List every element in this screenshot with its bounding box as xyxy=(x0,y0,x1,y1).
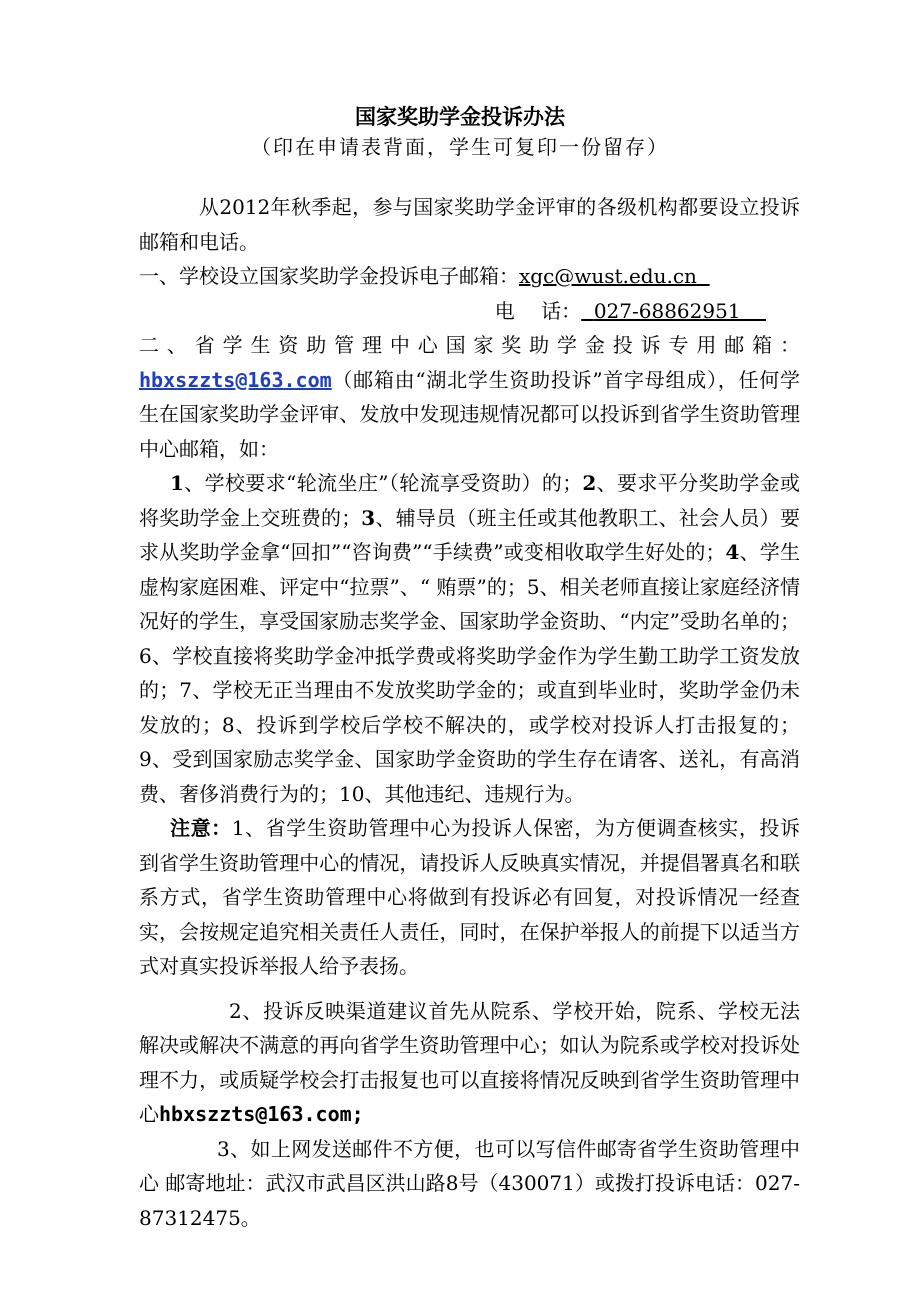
note-1 xyxy=(139,811,800,984)
item-text: 、学校要求“轮流坐庄”（轮流享受资助）的； xyxy=(183,471,583,495)
note-2-email[interactable]: hbxszzts@163.com; xyxy=(159,1102,364,1126)
school-phone: 027-68862951 xyxy=(593,298,741,323)
item-number: 6 xyxy=(139,643,152,668)
item-text: 、要求平分奖助学金或将奖助学金上交班费的； xyxy=(139,471,801,530)
item-text: 、学校无正当理由不发放奖助学金的；或直到毕业时，奖助学金仍未发放的； xyxy=(139,678,801,737)
province-email-link[interactable]: hbxszzts@163.com xyxy=(139,367,332,392)
notes-label: 注意： xyxy=(170,816,232,840)
item-text: 、相关老师直接让家庭经济情况好的学生，享受国家励志奖学金、国家助学金资助、“内定”受助名单的； xyxy=(139,574,801,633)
phone-label: 电 话： xyxy=(494,298,582,323)
item-number: 10 xyxy=(339,781,365,806)
note-2-text: 2、投诉反映渠道建议首先从院系、学校开始，院系、学校无法解决或解决不满意的再向省学生资助管理中心；如认为院系或学校对投诉处理不力，或质疑学校会打击报复也可以直接将情况反映到省学生资助管理中心 xyxy=(139,998,800,1126)
item-text: 、受到国家励志奖学金、国家助学金资助的学生存在请客、送礼，有高消费、奢侈消费行为的； xyxy=(139,747,800,806)
item-number: 7 xyxy=(179,678,193,702)
note-3: 3、如上网发送邮件不方便，也可以写信件邮寄省学生资助管理中心 邮寄地址：武汉市武昌区洪山路8号（430071）或拨打投诉电话：027-87312475。 xyxy=(139,1136,800,1230)
item-text: 、投诉到学校后学校不解决的，或学校对投诉人打击报复的； xyxy=(234,712,801,737)
section2-label: 二、省学生资助管理中心国家奖助学金投诉专用邮箱： xyxy=(139,333,800,357)
item-number: 1 xyxy=(170,471,184,495)
section1-phone-line xyxy=(139,294,800,329)
item-text: 、辅导员（班主任或其他教职工、社会人员）要求从奖助学金拿“回扣”“咨询费”“手续费”或变相收取学生好处的； xyxy=(139,505,801,564)
item-number: 8 xyxy=(221,712,235,737)
section2-paragraph xyxy=(139,363,800,467)
item-text: 、其他违纪、违规行为。 xyxy=(364,781,585,806)
item-number: 2 xyxy=(582,471,597,495)
document-subtitle: （印在申请表背面，学生可复印一份留存） xyxy=(251,135,669,159)
section2-text: （邮箱由“湖北学生资助投诉”首字母组成），任何学生在国家奖助学金评审、发放中发现违规情况都可以投诉到省学生资助管理中心邮箱，如： xyxy=(139,367,800,461)
note-1-text: 1、省学生资助管理中心为投诉人保密，为方便调查核实，投诉到省学生资助管理中心的情况，请投诉人反映真实情况，并提倡署真名和联系方式，省学生资助管理中心将做到有投诉必有回复，对投诉情况一经查实，会按规定追究相关责任人责任，同时，在保护举报人的前提下以适当方式对真实投诉举报人给予表扬。 xyxy=(139,816,800,978)
violation-items xyxy=(139,466,800,811)
document-body xyxy=(139,190,800,1235)
intro-paragraph: 从2012年秋季起，参与国家奖助学金评审的各级机构都要设立投诉邮箱和电话。 xyxy=(139,195,800,254)
item-number: 9 xyxy=(139,747,152,771)
item-text: 、学校直接将奖助学金冲抵学费或将奖助学金作为学生勤工助学工资发放的； xyxy=(139,643,800,702)
item-number: 4 xyxy=(725,540,740,564)
section1-label: 一、学校设立国家奖助学金投诉电子邮箱： xyxy=(139,264,519,288)
item-number: 5 xyxy=(526,574,540,599)
school-email[interactable]: xgc@wust.edu.cn xyxy=(519,264,697,288)
item-number: 3 xyxy=(361,505,376,530)
note-2 xyxy=(139,994,800,1132)
item-text: 、学生虚构家庭困难、评定中“拉票”、“ 贿票”的； xyxy=(139,540,800,599)
document-title: 国家奖助学金投诉办法 xyxy=(355,104,565,129)
section1-email-line xyxy=(139,259,800,294)
